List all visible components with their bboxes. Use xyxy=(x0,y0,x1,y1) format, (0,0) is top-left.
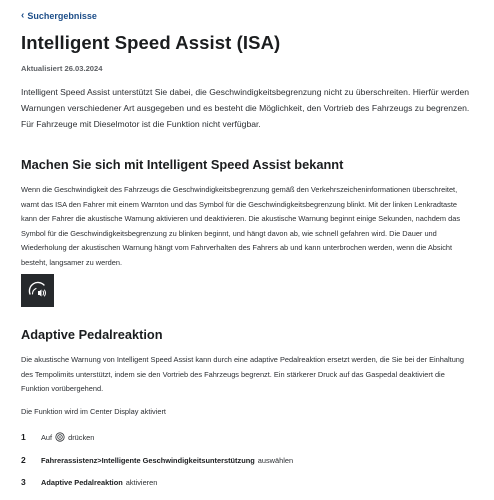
chevron-left-icon: ‹ xyxy=(21,10,25,21)
step-text-post: drücken xyxy=(68,432,95,442)
car-settings-icon xyxy=(55,432,65,442)
step-number: 3 xyxy=(21,477,26,487)
step-text-pre: Auf xyxy=(41,432,53,442)
step-item xyxy=(21,455,293,465)
step-text-post: auswählen xyxy=(257,455,294,465)
step-menu-path: Fahrerassistenz>Intelligente Geschwindigkeitsunterstützung xyxy=(41,455,255,465)
step-item xyxy=(21,477,157,487)
step-number: 2 xyxy=(21,455,26,465)
back-to-search-link[interactable] xyxy=(21,11,97,21)
step-setting-name: Adaptive Pedalreaktion xyxy=(41,477,123,487)
section-heading-familiar: Machen Sie sich mit Intelligent Speed Assist bekannt xyxy=(21,157,344,172)
updated-date: Aktualisiert 26.03.2024 xyxy=(21,64,103,73)
step-text-post: aktivieren xyxy=(125,477,158,487)
section-text-familiar: Wenn die Geschwindigkeit des Fahrzeugs die Geschwindigkeitsbegrenzung gemäß den Verkehrszeicheninformationen überschreitet, warnt das ISA den Fahrer mit einem Warnton und das Symbol für die Geschwindigkeitsbegrenzung blinkt. Mit der linken Lenkradtaste kann der Fahrer die akustische Warnung aktivieren und deaktivieren. Die akustische Warnung beginnt einige Sekunden, nachdem das Symbol für die Geschwindigkeitsbegrenzung zu blinken beginnt, und hängt davon ab, wie schnell gefahren wird. Die Dauer und Wiederholung der akustischen Warnung hängt vom Fahrverhalten des Fahrers ab und kann unterbrochen werden, wenn die Absicht besteht, langsamer zu werden. xyxy=(21,185,461,267)
back-link-label: Suchergebnisse xyxy=(27,11,97,21)
steering-wheel-sound-icon xyxy=(21,274,54,307)
center-display-note: Die Funktion wird im Center Display aktiviert xyxy=(21,407,166,416)
page-title: Intelligent Speed Assist (ISA) xyxy=(21,32,281,53)
intro-paragraph: Intelligent Speed Assist unterstützt Sie dabei, die Geschwindigkeitsbegrenzung nicht zu überschreiten. Hierfür werden Warnungen verschiedener Art ausgegeben und es besteht die Möglichkeit, den Vortrieb des Fahrzeugs zu begrenzen. xyxy=(21,87,470,113)
section-text-pedal: Die akustische Warnung von Intelligent Speed Assist kann durch eine adaptive Pedalreaktion ersetzt werden, die Sie bei der Einhaltung des Tempolimits unterstützt, indem sie den Vortrieb des Fahrzeugs begrenzt. Ein stärkerer Druck auf das Gaspedal deaktiviert die Funktion vorübergehend. xyxy=(21,355,465,393)
step-item xyxy=(21,432,94,442)
intro-paragraph: Für Fahrzeuge mit Dieselmotor ist die Funktion nicht verfügbar. xyxy=(21,119,261,129)
step-number: 1 xyxy=(21,432,26,442)
intro-text xyxy=(21,84,481,132)
section-heading-pedal: Adaptive Pedalreaktion xyxy=(21,327,163,342)
